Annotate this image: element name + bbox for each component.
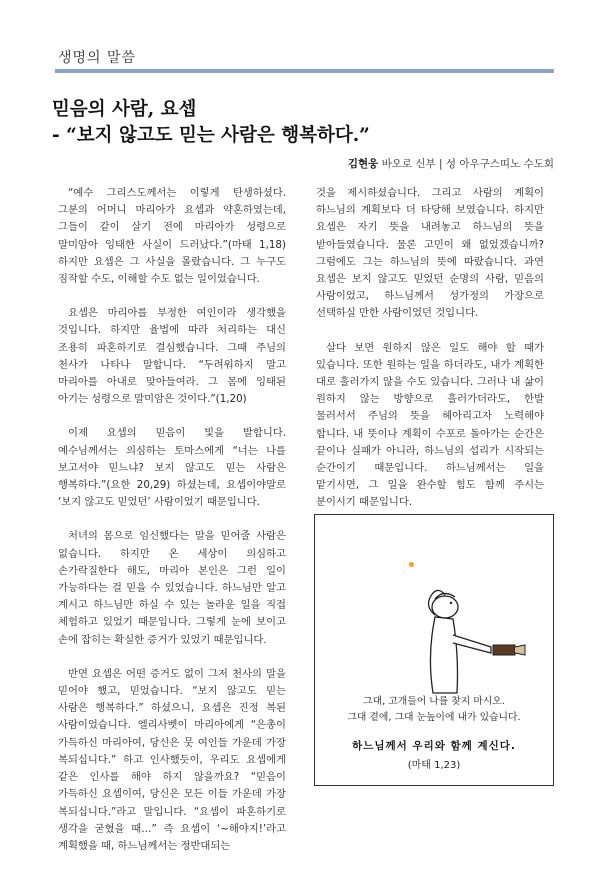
star-icon: [409, 562, 414, 567]
paragraph: 반면 요셉은 어떤 증거도 없이 그저 천사의 말을 믿어야 했고, 믿었습니다. “보지 않고도 믿는 사람은 행복하다.” 하셨으니, 요셉은 진정 복된 사람이었습니다. 엘리사벳이 마리아에게 “은총이 가득하신 마리아여, 당신은 뭇 여인들 가운데 가장 복되십니다.” 하고 인사했듯이, 우리도 요셉에게 같은 인사를 해야 하지 않을까요? “믿음이 가득하신 요셉이여, 당신은 모든 이들 가운데 가장 복되십니다.”라고 말입니다. “요셉이 파혼하기로 생각을 굳혔을 때…” 즉 요셉이 ‘~해야지!’라고 계획했을 때, 하느님께서는 정반대되는: [58, 667, 286, 852]
paragraph: 살다 보면 원하지 않은 일도 해야 할 때가 있습니다. 또한 원하는 일을 하더라도, 내가 계획한 대로 흘러가지 않을 수도 있습니다. 그러나 내 삶이 원하지 않는 방향으로 흘러가더라도, 한발 물러서서 주님의 뜻을 헤아리고자 노력해야 합니다. 내 뜻이나 계획이 수포로 돌아가는 순간은 끝이나 실패가 아니라, 하느님의 섭리가 시작되는 순간이기 때문입니다. 하느님께서는 일을 맡기시면, 그 일을 완수할 힘도 함께 주시는 분이시기 때문입니다.: [316, 341, 544, 509]
title-line-1: 믿음의 사람, 요셉: [52, 99, 197, 120]
caption-line-2: 그대 곁에, 그대 눈높이에 내가 있습니다.: [347, 712, 521, 723]
paragraph: 것을 제시하셨습니다. 그리고 사람의 계획이 하느님의 계획보다 더 타당해 보였습니다. 하지만 요셉은 자기 뜻을 내려놓고 하느님의 뜻을 받아들였습니다. 물론 고민이 왜 없었겠습니까? 그럼에도 그는 하느님의 뜻에 따랐습니다. 과연 요셉은 보지 않고도 믿었던 순명의 사람, 믿음의 사람이었고, 하느님께서 성가정의 가장으로 선택하실 만한 사람이었던 것입니다.: [316, 187, 544, 320]
paragraph: “예수 그리스도께서는 이렇게 탄생하셨다. 그분의 어머니 마리아가 요셉과 약혼하였는데, 그들이 같이 살기 전에 마리아가 성령으로 말미암아 잉태한 사실이 드러났다.”(마태 1,18) 하지만 요셉은 그 사실을 몰랐습니다. 그 누구도 짐작할 수도, 이해할 수도 없는 일이었습니다.: [58, 187, 286, 286]
illustration-box: [314, 514, 554, 786]
paragraph: 요셉은 마리아를 부정한 여인이라 생각했을 것입니다. 하지만 율법에 따라 처리하는 대신 조용히 파혼하기로 결심했습니다. 그때 주님의 천사가 나타나 말합니다. “두려워하지 말고 마리아를 아내로 맞아들여라. 그 몸에 잉태된 아기는 성령으로 말미암은 것이다.”(1,20): [58, 307, 286, 406]
title-line-2: - “보지 않고도 믿는 사람은 행복하다.”: [52, 125, 370, 146]
header-rule: [55, 69, 554, 73]
right-column: [316, 185, 544, 529]
section-label: 생명의 말씀: [58, 50, 137, 66]
paragraph: 처녀의 몸으로 임신했다는 말을 믿어줄 사람은 없습니다. 하지만 온 세상이 의심하고 손가락질한다 해도, 마리아 본인은 그런 일이 가능하다는 걸 믿을 수 있었습니다. 하느님만 알고 계시고 하느님만 하실 수 있는 놀라운 일을 직접 체험하고 있었기 때문입니다. 그렇게 눈에 보이고 손에 잡히는 확실한 증거가 있었기 때문입니다.: [58, 530, 286, 646]
left-column: [58, 185, 286, 872]
author-byline: [348, 156, 554, 171]
verse-reference: (마태 1,23): [407, 760, 461, 771]
author-name: 김현웅: [347, 158, 379, 170]
paragraph: 이제 요셉의 믿음이 빛을 발합니다. 예수님께서는 의심하는 토마스에게 “너는 나를 보고서야 믿느냐? 보지 않고도 믿는 사람은 행복하다.”(요한 20,29) 하셨는데, 요셉이야말로 ‘보지 않고도 믿었던’ 사람이었기 때문입니다.: [58, 427, 286, 509]
verse-quote: 하느님께서 우리와 함께 계신다.: [352, 740, 516, 752]
author-detail: 바오로 신부 | 성 아우구스띠노 수도회: [381, 158, 554, 170]
illustration-caption: [315, 694, 553, 726]
article-title: [52, 97, 552, 149]
joseph-figure-illustration: [405, 575, 535, 695]
caption-line-1: 그대, 고개들어 나를 찾지 마시오.: [363, 696, 505, 707]
